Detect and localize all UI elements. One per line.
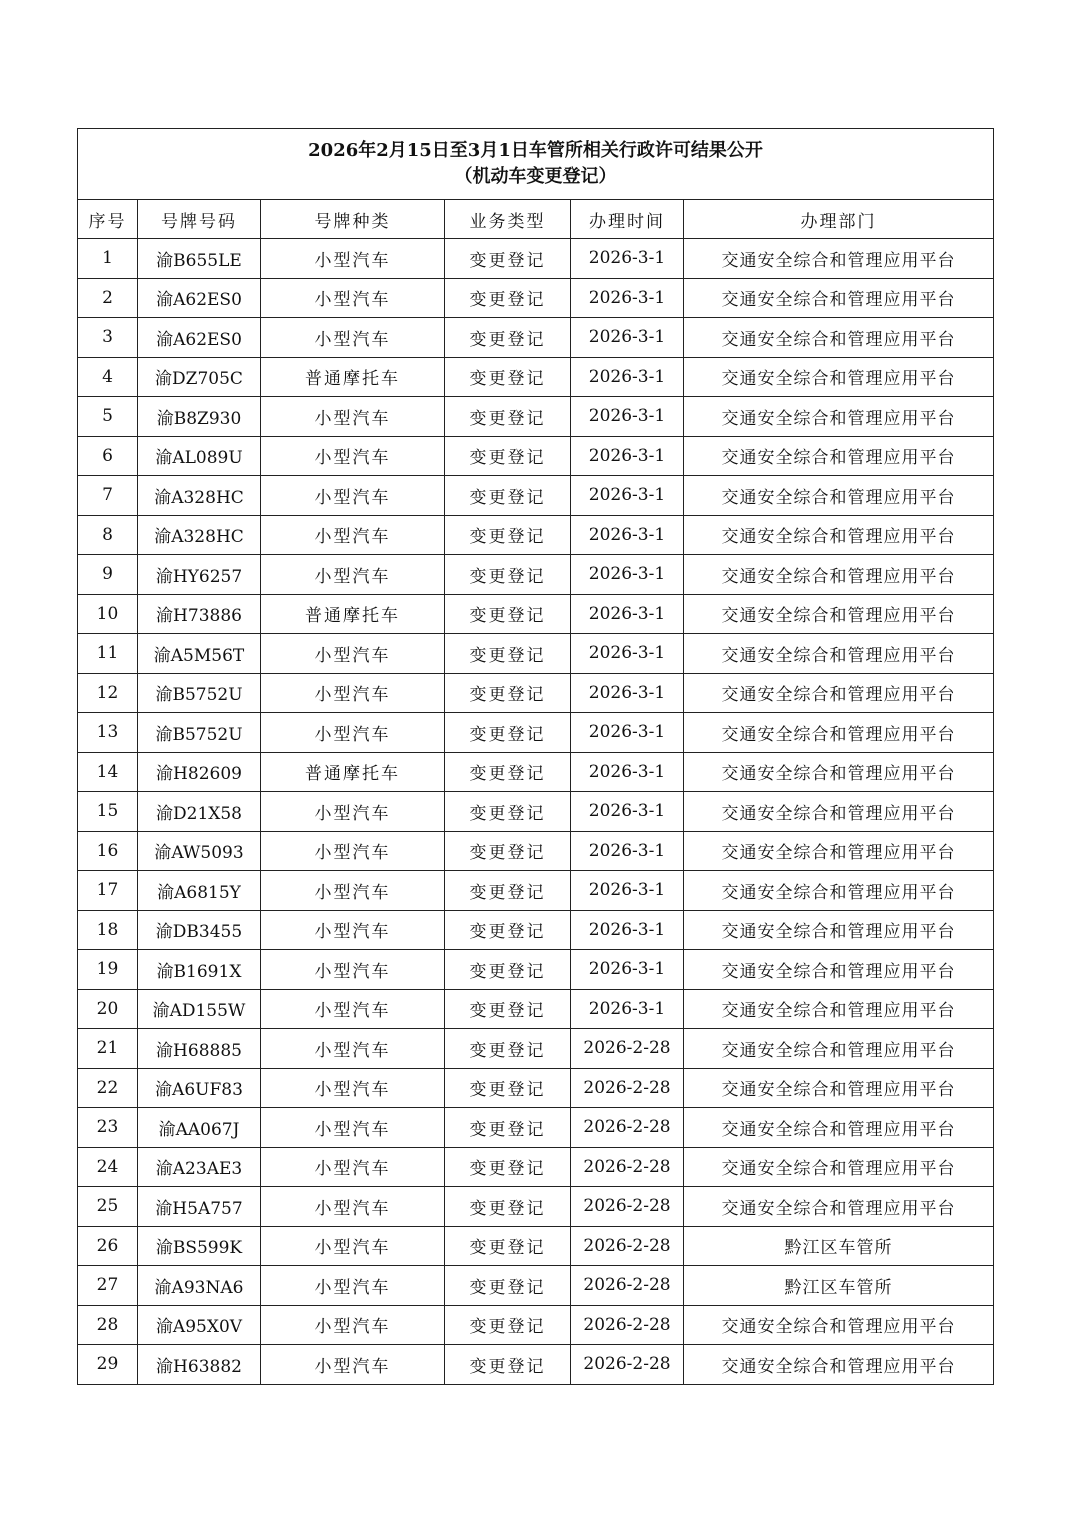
cell-date: 2026-2-28	[571, 1266, 684, 1306]
table-header-row	[78, 200, 994, 239]
cell-dept: 交通安全综合和管理应用平台	[684, 989, 994, 1029]
cell-dept: 交通安全综合和管理应用平台	[684, 318, 994, 358]
cell-no: 28	[78, 1305, 138, 1345]
cell-dept: 交通安全综合和管理应用平台	[684, 278, 994, 318]
cell-plate-type: 小型汽车	[261, 476, 445, 516]
cell-plate: 渝B5752U	[138, 673, 261, 713]
table-row	[78, 1187, 994, 1227]
cell-business: 变更登记	[445, 555, 571, 595]
cell-no: 11	[78, 634, 138, 674]
cell-dept: 交通安全综合和管理应用平台	[684, 436, 994, 476]
cell-date: 2026-3-1	[571, 752, 684, 792]
cell-date: 2026-3-1	[571, 278, 684, 318]
cell-business: 变更登记	[445, 239, 571, 279]
cell-business: 变更登记	[445, 1108, 571, 1148]
table-row	[78, 950, 994, 990]
cell-date: 2026-3-1	[571, 673, 684, 713]
cell-business: 变更登记	[445, 989, 571, 1029]
cell-date: 2026-2-28	[571, 1187, 684, 1227]
cell-no: 13	[78, 713, 138, 753]
cell-no: 6	[78, 436, 138, 476]
cell-business: 变更登记	[445, 436, 571, 476]
cell-business: 变更登记	[445, 594, 571, 634]
cell-business: 变更登记	[445, 515, 571, 555]
cell-plate: 渝H63882	[138, 1345, 261, 1385]
cell-plate: 渝B5752U	[138, 713, 261, 753]
table-row	[78, 239, 994, 279]
cell-plate-type: 小型汽车	[261, 1068, 445, 1108]
cell-plate-type: 小型汽车	[261, 278, 445, 318]
table-row	[78, 831, 994, 871]
cell-plate: 渝A62ES0	[138, 278, 261, 318]
cell-business: 变更登记	[445, 752, 571, 792]
header-plate-type: 号牌种类	[261, 200, 445, 239]
cell-business: 变更登记	[445, 634, 571, 674]
table-row	[78, 278, 994, 318]
cell-date: 2026-3-1	[571, 713, 684, 753]
table-row	[78, 713, 994, 753]
cell-dept: 交通安全综合和管理应用平台	[684, 1305, 994, 1345]
cell-dept: 交通安全综合和管理应用平台	[684, 555, 994, 595]
cell-no: 12	[78, 673, 138, 713]
table-row	[78, 1147, 994, 1187]
cell-date: 2026-3-1	[571, 634, 684, 674]
cell-no: 16	[78, 831, 138, 871]
table-row	[78, 436, 994, 476]
cell-plate: 渝BS599K	[138, 1226, 261, 1266]
table-row	[78, 555, 994, 595]
table-row	[78, 594, 994, 634]
header-dept: 办理部门	[684, 200, 994, 239]
cell-business: 变更登记	[445, 1226, 571, 1266]
cell-business: 变更登记	[445, 1068, 571, 1108]
cell-plate-type: 小型汽车	[261, 239, 445, 279]
cell-plate-type: 小型汽车	[261, 555, 445, 595]
cell-no: 5	[78, 397, 138, 437]
cell-date: 2026-3-1	[571, 476, 684, 516]
cell-dept: 交通安全综合和管理应用平台	[684, 357, 994, 397]
table-row	[78, 989, 994, 1029]
cell-date: 2026-3-1	[571, 239, 684, 279]
cell-no: 17	[78, 871, 138, 911]
cell-plate: 渝H82609	[138, 752, 261, 792]
cell-plate: 渝HY6257	[138, 555, 261, 595]
cell-date: 2026-3-1	[571, 792, 684, 832]
cell-dept: 黔江区车管所	[684, 1266, 994, 1306]
cell-dept: 交通安全综合和管理应用平台	[684, 1147, 994, 1187]
cell-no: 1	[78, 239, 138, 279]
cell-dept: 交通安全综合和管理应用平台	[684, 1187, 994, 1227]
cell-business: 变更登记	[445, 397, 571, 437]
cell-business: 变更登记	[445, 1266, 571, 1306]
table-row	[78, 515, 994, 555]
cell-dept: 交通安全综合和管理应用平台	[684, 792, 994, 832]
cell-dept: 交通安全综合和管理应用平台	[684, 239, 994, 279]
header-date: 办理时间	[571, 200, 684, 239]
cell-plate-type: 普通摩托车	[261, 752, 445, 792]
table-row	[78, 357, 994, 397]
cell-plate-type: 小型汽车	[261, 831, 445, 871]
cell-dept: 交通安全综合和管理应用平台	[684, 397, 994, 437]
cell-plate: 渝AD155W	[138, 989, 261, 1029]
cell-dept: 交通安全综合和管理应用平台	[684, 871, 994, 911]
cell-plate: 渝A6815Y	[138, 871, 261, 911]
cell-no: 3	[78, 318, 138, 358]
table-row	[78, 318, 994, 358]
header-no: 序号	[78, 200, 138, 239]
cell-plate-type: 小型汽车	[261, 673, 445, 713]
cell-date: 2026-3-1	[571, 910, 684, 950]
cell-plate-type: 小型汽车	[261, 713, 445, 753]
cell-no: 23	[78, 1108, 138, 1148]
cell-no: 25	[78, 1187, 138, 1227]
cell-date: 2026-3-1	[571, 515, 684, 555]
cell-plate: 渝D21X58	[138, 792, 261, 832]
cell-plate: 渝DB3455	[138, 910, 261, 950]
cell-no: 21	[78, 1029, 138, 1069]
cell-business: 变更登记	[445, 278, 571, 318]
cell-plate: 渝A23AE3	[138, 1147, 261, 1187]
cell-plate: 渝AL089U	[138, 436, 261, 476]
cell-date: 2026-3-1	[571, 436, 684, 476]
cell-plate: 渝DZ705C	[138, 357, 261, 397]
cell-date: 2026-3-1	[571, 397, 684, 437]
cell-plate: 渝A95X0V	[138, 1305, 261, 1345]
cell-plate-type: 小型汽车	[261, 871, 445, 911]
cell-plate-type: 小型汽车	[261, 515, 445, 555]
cell-business: 变更登记	[445, 1147, 571, 1187]
cell-no: 24	[78, 1147, 138, 1187]
cell-dept: 交通安全综合和管理应用平台	[684, 1108, 994, 1148]
cell-plate-type: 小型汽车	[261, 634, 445, 674]
cell-business: 变更登记	[445, 792, 571, 832]
cell-plate: 渝A6UF83	[138, 1068, 261, 1108]
cell-dept: 黔江区车管所	[684, 1226, 994, 1266]
cell-plate-type: 小型汽车	[261, 1108, 445, 1148]
cell-date: 2026-3-1	[571, 989, 684, 1029]
cell-dept: 交通安全综合和管理应用平台	[684, 476, 994, 516]
table-row	[78, 910, 994, 950]
cell-business: 变更登记	[445, 713, 571, 753]
cell-plate: 渝AA067J	[138, 1108, 261, 1148]
cell-no: 29	[78, 1345, 138, 1385]
cell-no: 27	[78, 1266, 138, 1306]
cell-no: 2	[78, 278, 138, 318]
table-row	[78, 1029, 994, 1069]
cell-plate-type: 小型汽车	[261, 1147, 445, 1187]
cell-date: 2026-3-1	[571, 594, 684, 634]
table-row	[78, 1068, 994, 1108]
cell-business: 变更登记	[445, 871, 571, 911]
table-row	[78, 476, 994, 516]
cell-no: 4	[78, 357, 138, 397]
cell-plate: 渝H68885	[138, 1029, 261, 1069]
cell-date: 2026-2-28	[571, 1029, 684, 1069]
cell-plate-type: 小型汽车	[261, 989, 445, 1029]
cell-business: 变更登记	[445, 950, 571, 990]
cell-no: 22	[78, 1068, 138, 1108]
cell-plate-type: 小型汽车	[261, 1345, 445, 1385]
cell-plate: 渝B8Z930	[138, 397, 261, 437]
cell-dept: 交通安全综合和管理应用平台	[684, 950, 994, 990]
table-row	[78, 1266, 994, 1306]
cell-plate: 渝A5M56T	[138, 634, 261, 674]
cell-plate-type: 小型汽车	[261, 1029, 445, 1069]
cell-no: 7	[78, 476, 138, 516]
cell-plate: 渝A328HC	[138, 476, 261, 516]
cell-business: 变更登记	[445, 831, 571, 871]
cell-no: 19	[78, 950, 138, 990]
document-title	[78, 129, 994, 200]
cell-dept: 交通安全综合和管理应用平台	[684, 1029, 994, 1069]
cell-plate-type: 小型汽车	[261, 792, 445, 832]
title-line-1: 2026年2月15日至3月1日车管所相关行政许可结果公开	[308, 140, 763, 161]
cell-dept: 交通安全综合和管理应用平台	[684, 594, 994, 634]
cell-dept: 交通安全综合和管理应用平台	[684, 515, 994, 555]
cell-no: 18	[78, 910, 138, 950]
cell-date: 2026-3-1	[571, 555, 684, 595]
cell-plate-type: 小型汽车	[261, 397, 445, 437]
cell-dept: 交通安全综合和管理应用平台	[684, 1068, 994, 1108]
cell-dept: 交通安全综合和管理应用平台	[684, 1345, 994, 1385]
table-row	[78, 1345, 994, 1385]
table-row	[78, 752, 994, 792]
cell-plate-type: 小型汽车	[261, 1305, 445, 1345]
cell-business: 变更登记	[445, 318, 571, 358]
cell-plate: 渝B655LE	[138, 239, 261, 279]
cell-no: 14	[78, 752, 138, 792]
cell-plate-type: 小型汽车	[261, 950, 445, 990]
cell-dept: 交通安全综合和管理应用平台	[684, 752, 994, 792]
cell-business: 变更登记	[445, 1187, 571, 1227]
cell-dept: 交通安全综合和管理应用平台	[684, 673, 994, 713]
cell-business: 变更登记	[445, 476, 571, 516]
table-row	[78, 397, 994, 437]
cell-dept: 交通安全综合和管理应用平台	[684, 831, 994, 871]
header-plate: 号牌号码	[138, 200, 261, 239]
cell-plate-type: 普通摩托车	[261, 357, 445, 397]
table-row	[78, 1108, 994, 1148]
title-line-2: （机动车变更登记）	[454, 166, 617, 187]
cell-no: 26	[78, 1226, 138, 1266]
cell-plate: 渝B1691X	[138, 950, 261, 990]
cell-date: 2026-3-1	[571, 871, 684, 911]
records-table	[77, 128, 994, 1385]
cell-business: 变更登记	[445, 1305, 571, 1345]
cell-business: 变更登记	[445, 1345, 571, 1385]
cell-business: 变更登记	[445, 357, 571, 397]
cell-date: 2026-2-28	[571, 1147, 684, 1187]
cell-plate: 渝AW5093	[138, 831, 261, 871]
cell-no: 9	[78, 555, 138, 595]
cell-business: 变更登记	[445, 910, 571, 950]
cell-plate-type: 小型汽车	[261, 436, 445, 476]
table-row	[78, 1305, 994, 1345]
cell-dept: 交通安全综合和管理应用平台	[684, 910, 994, 950]
table-row	[78, 792, 994, 832]
table-body	[78, 239, 994, 1385]
cell-date: 2026-2-28	[571, 1068, 684, 1108]
cell-plate: 渝A328HC	[138, 515, 261, 555]
cell-plate-type: 小型汽车	[261, 318, 445, 358]
cell-plate-type: 小型汽车	[261, 1266, 445, 1306]
table-row	[78, 871, 994, 911]
cell-date: 2026-2-28	[571, 1345, 684, 1385]
cell-plate-type: 普通摩托车	[261, 594, 445, 634]
cell-date: 2026-3-1	[571, 831, 684, 871]
cell-plate: 渝H5A757	[138, 1187, 261, 1227]
cell-plate: 渝A93NA6	[138, 1266, 261, 1306]
cell-no: 15	[78, 792, 138, 832]
cell-no: 8	[78, 515, 138, 555]
cell-date: 2026-3-1	[571, 318, 684, 358]
cell-date: 2026-2-28	[571, 1108, 684, 1148]
table-row	[78, 673, 994, 713]
cell-business: 变更登记	[445, 673, 571, 713]
table-row	[78, 1226, 994, 1266]
cell-plate-type: 小型汽车	[261, 1187, 445, 1227]
cell-plate: 渝A62ES0	[138, 318, 261, 358]
cell-date: 2026-2-28	[571, 1226, 684, 1266]
cell-dept: 交通安全综合和管理应用平台	[684, 713, 994, 753]
cell-plate-type: 小型汽车	[261, 1226, 445, 1266]
cell-date: 2026-3-1	[571, 950, 684, 990]
cell-dept: 交通安全综合和管理应用平台	[684, 634, 994, 674]
cell-date: 2026-2-28	[571, 1305, 684, 1345]
header-business: 业务类型	[445, 200, 571, 239]
table-row	[78, 634, 994, 674]
cell-date: 2026-3-1	[571, 357, 684, 397]
cell-no: 10	[78, 594, 138, 634]
cell-business: 变更登记	[445, 1029, 571, 1069]
cell-no: 20	[78, 989, 138, 1029]
cell-plate-type: 小型汽车	[261, 910, 445, 950]
cell-plate: 渝H73886	[138, 594, 261, 634]
